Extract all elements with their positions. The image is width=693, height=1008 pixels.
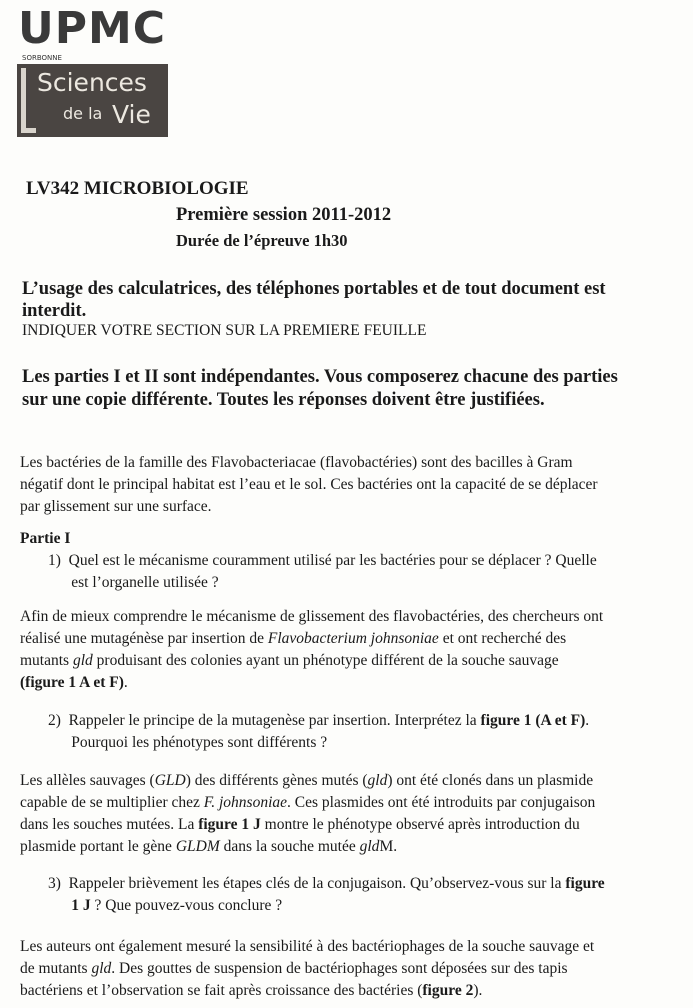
text-run: bactériens et l’observation se fait après croissance des bactéries ( (20, 982, 423, 999)
text-run: montre le phénotype observé après introduction du (260, 816, 580, 833)
paragraph-line (20, 958, 594, 980)
intro-line: Les bactéries de la famille des Flavobacteriacae (flavobactéries) sont des bacilles à Gram (20, 454, 573, 471)
text-run: mutants (20, 652, 73, 669)
figure-ref: figure (565, 875, 605, 892)
paragraph-line (20, 628, 603, 650)
text-run: Les allèles sauvages ( (20, 772, 155, 789)
text-run: . (123, 674, 128, 691)
paragraph-line (20, 672, 603, 694)
gene-name: gld (72, 652, 93, 669)
text-run: réalisé une mutagénèse par insertion de (20, 630, 268, 647)
text-run: ) ont été clonés dans un plasmide (387, 772, 594, 789)
session-title: Première session 2011-2012 (176, 205, 392, 225)
gene-name: GLDM (175, 838, 220, 855)
intro-paragraph (20, 452, 598, 518)
exam-duration: Durée de l’épreuve 1h30 (176, 231, 348, 250)
figure-ref: 1 J (48, 897, 91, 914)
question-1 (48, 550, 597, 594)
course-title: LV342 MICROBIOLOGIE (26, 178, 249, 199)
text-run: ? Que pouvez-vous conclure ? (90, 897, 283, 914)
paragraph-line (20, 770, 595, 792)
text-run: dans la souche mutée (219, 838, 360, 855)
mutagenesis-paragraph (20, 606, 603, 694)
gene-name: gld (367, 772, 388, 789)
paragraph-line (20, 792, 595, 814)
upmc-logo: UPMC (18, 3, 167, 54)
phage-paragraph (20, 936, 594, 1002)
logo-vie-text: Vie (112, 100, 151, 129)
question-3 (48, 873, 605, 917)
question-line: est l’organelle utilisée ? (48, 574, 219, 591)
intro-line: par glissement sur une surface. (20, 498, 212, 515)
gene-name: gld (359, 838, 380, 855)
question-line: Pourquoi les phénotypes sont différents ? (48, 734, 328, 751)
question-2 (48, 710, 589, 754)
question-line (48, 895, 605, 917)
question-line (48, 710, 589, 732)
text-run: de mutants (20, 960, 92, 977)
alleles-paragraph (20, 770, 595, 858)
logo-l-mark (21, 68, 36, 133)
text-run: . Des gouttes de suspension de bactériophages sont déposées sur des tapis (111, 960, 568, 977)
gene-name: GLD (154, 772, 186, 789)
figure-ref: (figure 1 A et F) (20, 674, 124, 691)
parties-rule-line2: sur une copie différente. Toutes les réponses doivent être justifiées. (22, 390, 545, 410)
figure-ref: figure 1 (A et F) (480, 712, 586, 729)
logo-sciences-text: Sciences (37, 68, 147, 97)
question-line (48, 873, 605, 895)
text-run: plasmide portant le gène (20, 838, 176, 855)
figure-ref: figure 2 (422, 982, 474, 999)
paragraph-line (20, 814, 595, 836)
question-line: 1) Quel est le mécanisme couramment utilisé par les bactéries pour se déplacer ? Quelle (48, 552, 597, 569)
paragraph-line (20, 836, 595, 858)
text-run: dans les souches mutées. La (20, 816, 199, 833)
partie-heading: Partie I (20, 530, 71, 547)
parties-rule-line1: Les parties I et II sont indépendantes. Vous composerez chacune des parties (22, 367, 618, 387)
text-run: 3) Rappeler brièvement les étapes clés de la conjugaison. Qu’observez-vous sur la (48, 875, 566, 892)
gene-name: gld (91, 960, 112, 977)
paragraph-line: Les auteurs ont également mesuré la sensibilité à des bactériophages de la souche sauvage et (20, 938, 595, 955)
section-instruction: INDIQUER VOTRE SECTION SUR LA PREMIERE FEUILLE (22, 322, 427, 339)
intro-line: négatif dont le principal habitat est l’eau et le sol. Ces bactéries ont la capacité de se déplacer (20, 476, 598, 493)
text-run: et ont recherché des (438, 630, 567, 647)
logo-dela-text: de la (63, 104, 103, 123)
text-run: 2) Rappeler le principe de la mutagenèse par insertion. Interprétez la (48, 712, 481, 729)
text-run: ). (473, 982, 483, 999)
text-run: produisant des colonies ayant un phénotype différent de la souche sauvage (92, 652, 559, 669)
text-run: M. (379, 838, 398, 855)
text-run: . (585, 712, 590, 729)
text-run: capable de se multiplier chez (20, 794, 204, 811)
sciences-de-la-vie-logo (17, 64, 168, 137)
sorbonne-label: SORBONNE (22, 54, 62, 62)
paragraph-line (20, 650, 603, 672)
species-name: Flavobacterium johnsoniae (267, 630, 439, 647)
text-run: . Ces plasmides ont été introduits par conjugaison (287, 794, 596, 811)
paragraph-line (20, 980, 594, 1002)
paragraph-line: Afin de mieux comprendre le mécanisme de glissement des flavobactéries, des chercheurs ont (20, 608, 604, 625)
usage-rule-line1: L’usage des calculatrices, des téléphones portables et de tout document est (22, 279, 606, 299)
figure-ref: figure 1 J (198, 816, 261, 833)
usage-rule-line2: interdit. (22, 301, 87, 321)
text-run: ) des différents gènes mutés ( (185, 772, 368, 789)
species-name: F. johnsoniae (203, 794, 288, 811)
